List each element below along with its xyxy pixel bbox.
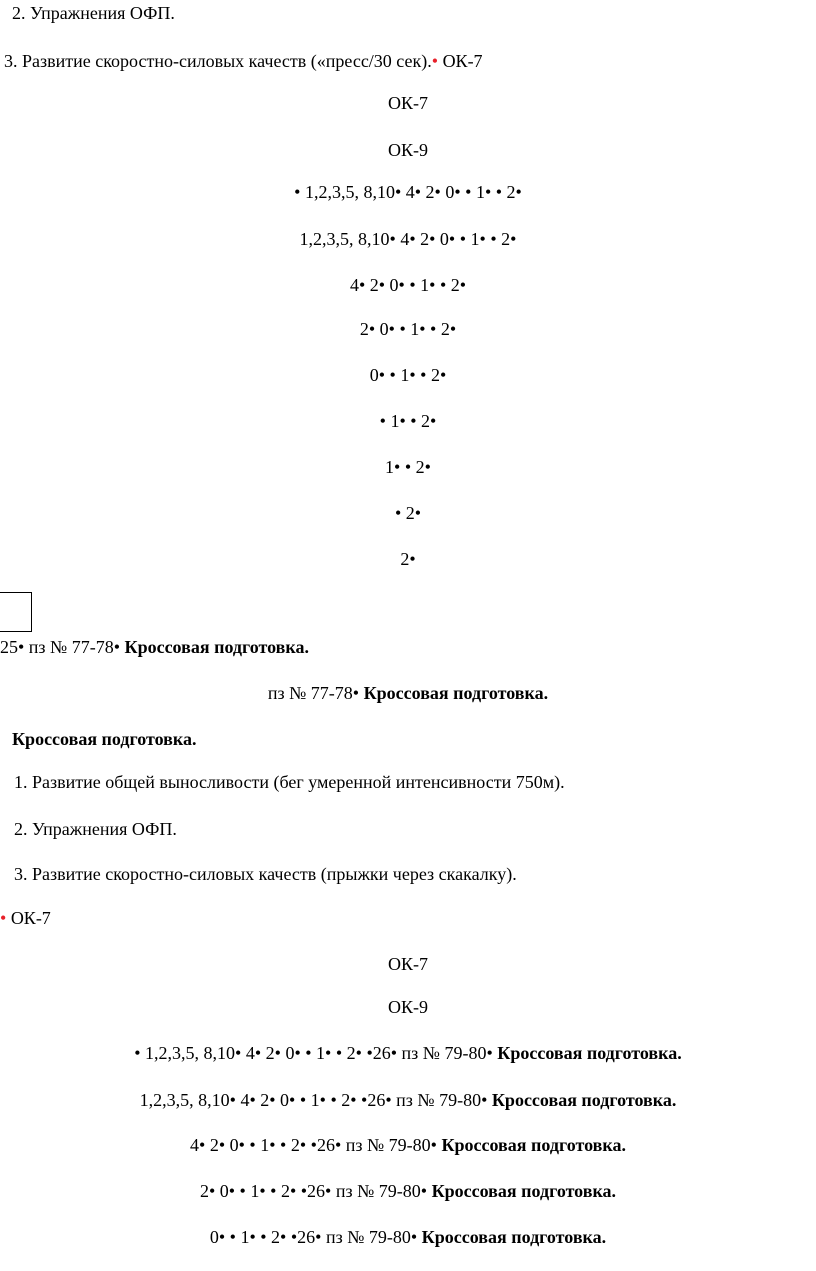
row-prefix: 2• 0• • 1• • 2• •26• пз № 79-80• (199, 1181, 432, 1201)
empty-frame-box (0, 592, 32, 632)
lesson-line-2-title: Кроссовая подготовка. (363, 683, 549, 703)
ok7-bullet-line (0, 907, 51, 929)
centered-line: 1• • 2• (385, 457, 431, 477)
list-item-3 (4, 50, 483, 72)
centered-line: 1,2,3,5, 8,10• 4• 2• 0• • 1• • 2• (299, 229, 517, 249)
centered-row (0, 1226, 816, 1248)
centered-line: ОК-7 (388, 93, 428, 113)
list-item-2: 2. Упражнения ОФП. (12, 3, 175, 23)
centered-line: • 2• (394, 503, 422, 523)
centered-row (0, 1042, 816, 1064)
centered-line: • 1,2,3,5, 8,10• 4• 2• 0• • 1• • 2• (294, 182, 522, 202)
list-item-3-text: 3. Развитие скоростно-силовых качеств («пресс/30 сек). (4, 51, 432, 71)
row-title: Кроссовая подготовка. (431, 1181, 617, 1201)
centered-line: 2• (400, 549, 416, 569)
centered-row (0, 1134, 816, 1156)
ok7-label: ОК-7 (6, 908, 51, 928)
lesson-line-1-title: Кроссовая подготовка. (124, 637, 309, 657)
centered-line: ОК-9 (388, 997, 428, 1017)
row-prefix: 1,2,3,5, 8,10• 4• 2• 0• • 1• • 2• •26• пз № 79-80• (139, 1090, 492, 1110)
list-item: 3. Развитие скоростно-силовых качеств (прыжки через скакалку). (14, 864, 517, 884)
list-item: 2. Упражнения ОФП. (14, 819, 177, 839)
lesson-line-2-prefix: пз № 77-78• (267, 683, 364, 703)
centered-line: • 1• • 2• (379, 411, 437, 431)
centered-line: ОК-9 (388, 140, 428, 160)
section-heading: Кроссовая подготовка. (12, 729, 197, 749)
row-title: Кроссовая подготовка. (441, 1135, 626, 1155)
row-title: Кроссовая подготовка. (491, 1090, 677, 1110)
centered-line: 4• 2• 0• • 1• • 2• (349, 275, 467, 295)
centered-row (0, 1089, 816, 1111)
row-title: Кроссовая подготовка. (421, 1227, 607, 1247)
row-prefix: 4• 2• 0• • 1• • 2• •26• пз № 79-80• (190, 1135, 442, 1155)
centered-line: ОК-7 (388, 954, 428, 974)
row-prefix: 0• • 1• • 2• •26• пз № 79-80• (209, 1227, 422, 1247)
centered-line: 2• 0• • 1• • 2• (359, 319, 457, 339)
row-title: Кроссовая подготовка. (497, 1043, 682, 1063)
lesson-line-2 (0, 682, 816, 704)
lesson-line-1 (0, 636, 309, 658)
red-bullet-icon: • (431, 51, 439, 71)
list-item: 1. Развитие общей выносливости (бег умеренной интенсивности 750м). (14, 772, 565, 792)
centered-row (0, 1180, 816, 1202)
centered-line: 0• • 1• • 2• (369, 365, 447, 385)
red-bullet-icon: • (0, 908, 7, 928)
list-item-3-tail: ОК-7 (438, 51, 483, 71)
row-prefix: • 1,2,3,5, 8,10• 4• 2• 0• • 1• • 2• •26• пз № 79-80• (134, 1043, 498, 1063)
lesson-line-1-prefix: 25• пз № 77-78• (0, 637, 125, 657)
